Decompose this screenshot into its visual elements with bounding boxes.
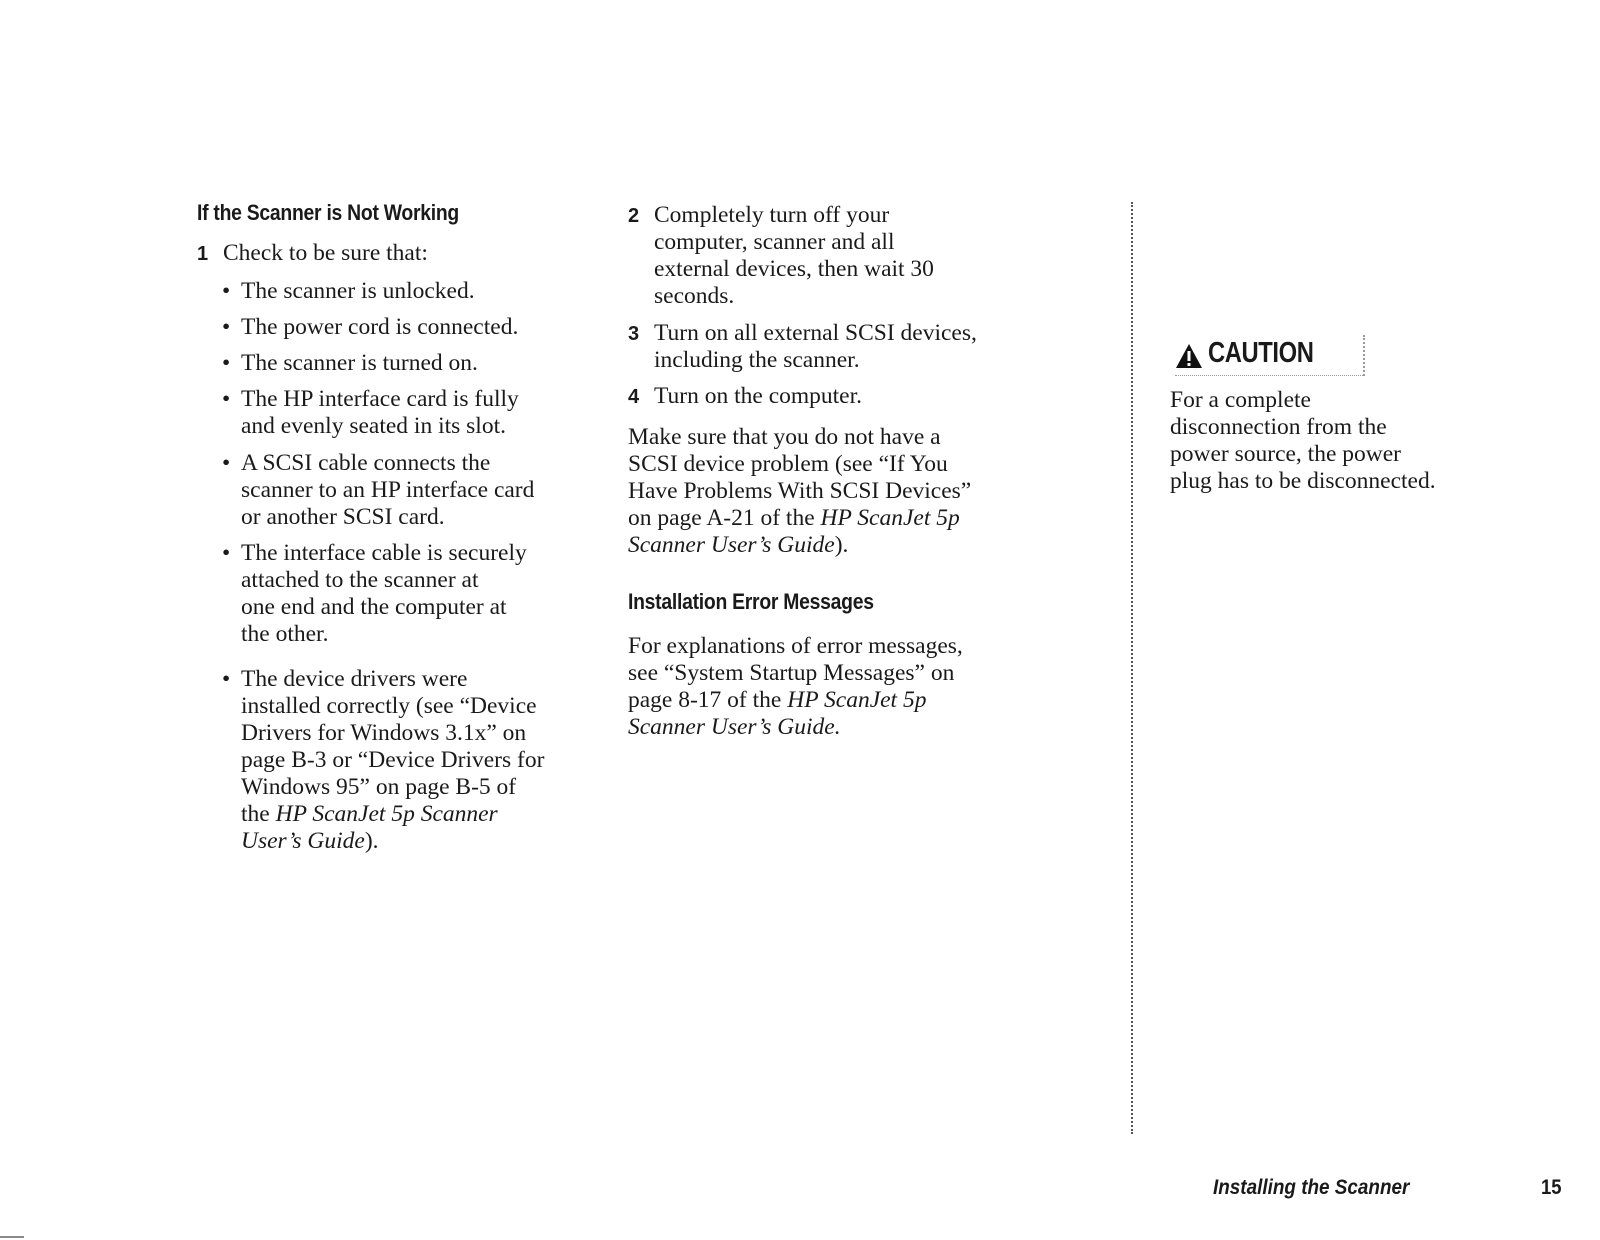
bullet-dot: • (222, 540, 231, 566)
error-messages-paragraph (628, 633, 963, 741)
step-text: Turn on the computer. (654, 383, 863, 409)
bullet-text: A SCSI cable connects the scanner to an HP interface card or another SCSI card. (241, 450, 535, 530)
guide-title: HP ScanJet 5p Scanner User’s Guide. (628, 687, 927, 740)
paragraph-text: Make sure that you do not have a SCSI device problem (see “If You Have Problems With SCSI Devices” on page A-21 of the (628, 424, 972, 531)
bullet-dot: • (222, 314, 231, 340)
column-divider (1131, 202, 1133, 1134)
bullet-text: The scanner is turned on. (241, 350, 478, 376)
bullet-text: The interface cable is securely attached to the scanner at one end and the computer at the other. (241, 540, 527, 647)
caution-label: CAUTION (1208, 337, 1314, 369)
bullet-text: The HP interface card is fully and evenly seated in its slot. (241, 386, 519, 439)
bullet-dot: • (222, 386, 231, 412)
step-number: 4 (628, 386, 640, 408)
step-text: Turn on all external SCSI devices, including the scanner. (654, 320, 977, 373)
footer-section-title: Installing the Scanner (1213, 1176, 1410, 1199)
section-heading-not-working: If the Scanner is Not Working (197, 200, 459, 225)
page-number: 15 (1541, 1176, 1562, 1199)
guide-title: HP ScanJet 5p Scanner User’s Guide (628, 505, 960, 558)
bullet-text-tail: ). (364, 828, 379, 854)
scsi-problem-paragraph (628, 424, 971, 559)
step-number: 2 (628, 205, 640, 227)
step-number: 3 (628, 323, 640, 345)
caution-text: For a complete disconnection from the power source, the power plug has to be disconnected. (1170, 387, 1436, 494)
guide-title: HP ScanJet 5p Scanner User’s Guide (241, 801, 498, 854)
section-heading-error-messages: Installation Error Messages (628, 589, 874, 614)
bullet-dot: • (222, 666, 231, 692)
bullet-dot: • (222, 450, 231, 476)
paragraph-text: For explanations of error messages, see “System Startup Messages” on page 8-17 of the (628, 633, 963, 713)
scan-edge-mark (0, 1236, 24, 1238)
bullet-text: The power cord is connected. (241, 314, 519, 340)
step-text: Completely turn off your computer, scanner and all external devices, then wait 30 seconds. (654, 202, 934, 309)
bullet-dot: • (222, 278, 231, 304)
step-number: 1 (197, 243, 209, 265)
caution-banner (1175, 335, 1365, 376)
bullet-text (241, 666, 544, 855)
bullet-text: The scanner is unlocked. (241, 278, 475, 304)
paragraph-tail: ). (834, 532, 849, 558)
step-text: Check to be sure that: (223, 240, 428, 266)
bullet-dot: • (222, 350, 231, 376)
bullet-text-plain: The device drivers were installed correctly (see “Device Drivers for Windows 3.1x” on page B-3 or “Device Drivers for Windows 95” on page B-5 of the (241, 666, 545, 827)
warning-triangle-icon (1175, 343, 1203, 369)
